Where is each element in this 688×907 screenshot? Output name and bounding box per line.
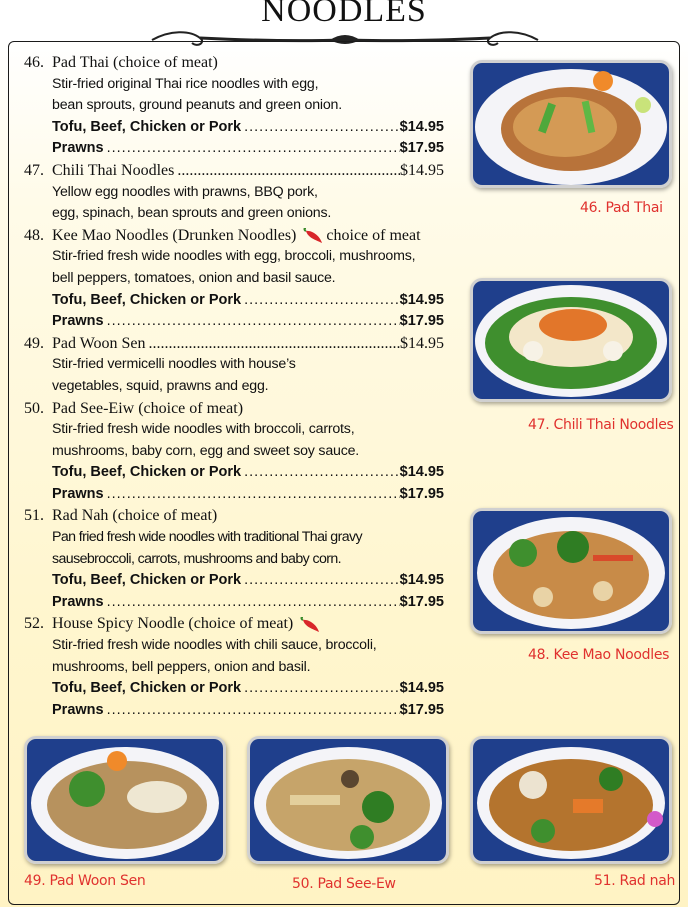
menu-item-52-title: 52. House Spicy Noodle (choice of meat): [24, 613, 444, 635]
caption-woon-sen: 49. Pad Woon Sen: [24, 873, 146, 889]
price-row: Tofu, Beef, Chicken or Pork ..... $14.95: [24, 570, 444, 592]
chili-pepper-icon: [299, 617, 321, 633]
price-row: Tofu, Beef, Chicken or Pork ..... $14.95: [24, 462, 444, 484]
menu-item-47-desc-2: egg, spinach, bean sprouts and green onions.: [52, 205, 332, 222]
woon-sen-dish-icon: [27, 739, 223, 861]
kee-mao-dish-icon: [473, 511, 669, 631]
price-row: Tofu, Beef, Chicken or Pork ..... $14.95: [24, 290, 444, 312]
menu-item-49-desc-2: vegetables, squid, prawns and egg.: [52, 377, 269, 394]
menu-item-52-desc-2: mushrooms, bell peppers, onion and basil.: [52, 658, 311, 675]
see-ew-dish-icon: [250, 739, 446, 861]
price-row: Prawns ..... $17.95: [24, 700, 444, 722]
menu-item-49-title: 49. Pad Woon Sen ..... $14.95: [24, 333, 444, 355]
menu-item-47-title: 47. Chili Thai Noodles ..... $14.95: [24, 160, 444, 182]
menu-item-52-desc-1: Stir-fried fresh wide noodles with chili sauce, broccoli,: [52, 637, 377, 654]
menu-item-46-desc-1: Stir-fried original Thai rice noodles with egg,: [52, 75, 319, 92]
pad-thai-dish-icon: [473, 63, 669, 185]
menu-item-48-desc-2: bell peppers, tomatoes, onion and basil sauce.: [52, 269, 336, 286]
woon-sen-photo: [24, 736, 226, 864]
menu-item-48-title: 48. Kee Mao Noodles (Drunken Noodles) choice of meat: [24, 226, 421, 244]
rad-nah-photo: [470, 736, 672, 864]
rad-nah-dish-icon: [473, 739, 669, 861]
caption-see-ew: 50. Pad See-Ew: [292, 876, 396, 892]
price-row: Tofu, Beef, Chicken or Pork ..... $14.95: [24, 678, 444, 700]
menu-item-47-desc-1: Yellow egg noodles with prawns, BBQ pork,: [52, 183, 318, 200]
price-row: Tofu, Beef, Chicken or Pork ..... $14.95: [24, 117, 444, 139]
price-row: Prawns ..... $17.95: [24, 138, 444, 160]
menu-item-46-desc-2: bean sprouts, ground peanuts and green onion.: [52, 97, 342, 114]
chili-thai-photo: [470, 278, 672, 402]
price-row: Prawns ..... $17.95: [24, 592, 444, 614]
menu-item-48-desc-1: Stir-fried fresh wide noodles with egg, broccoli, mushrooms,: [52, 248, 416, 265]
menu-list: [24, 52, 444, 721]
caption-kee-mao: 48. Kee Mao Noodles: [528, 647, 670, 663]
menu-item-46-title: 46. Pad Thai (choice of meat): [24, 54, 218, 71]
page-title: NOODLES: [261, 0, 427, 29]
menu-item-51-desc-1: Pan fried fresh wide noodles with traditional Thai gravy: [52, 529, 362, 546]
pad-thai-photo: [470, 60, 672, 188]
menu-item-49-desc-1: Stir-fried vermicelli noodles with house’s: [52, 356, 296, 373]
chili-thai-dish-icon: [473, 281, 669, 399]
caption-rad-nah: 51. Rad nah: [594, 873, 676, 889]
kee-mao-photo: [470, 508, 672, 634]
caption-chili-thai: 47. Chili Thai Noodles: [528, 417, 674, 433]
menu-item-50-desc-2: mushrooms, baby corn, egg and sweet soy sauce.: [52, 442, 360, 459]
menu-item-51-desc-2: sausebroccoli, carrots, mushrooms and baby corn.: [52, 550, 341, 567]
price-row: Prawns ..... $17.95: [24, 311, 444, 333]
see-ew-photo: [247, 736, 449, 864]
menu-item-50-title: 50. Pad See-Eiw (choice of meat): [24, 399, 244, 417]
menu-item-51-title: 51. Rad Nah (choice of meat): [24, 507, 218, 525]
price-row: Prawns ..... $17.95: [24, 484, 444, 506]
menu-item-50-desc-1: Stir-fried fresh wide noodles with broccoli, carrots,: [52, 421, 355, 438]
caption-pad-thai: 46. Pad Thai: [580, 200, 663, 216]
chili-pepper-icon: [302, 228, 324, 244]
